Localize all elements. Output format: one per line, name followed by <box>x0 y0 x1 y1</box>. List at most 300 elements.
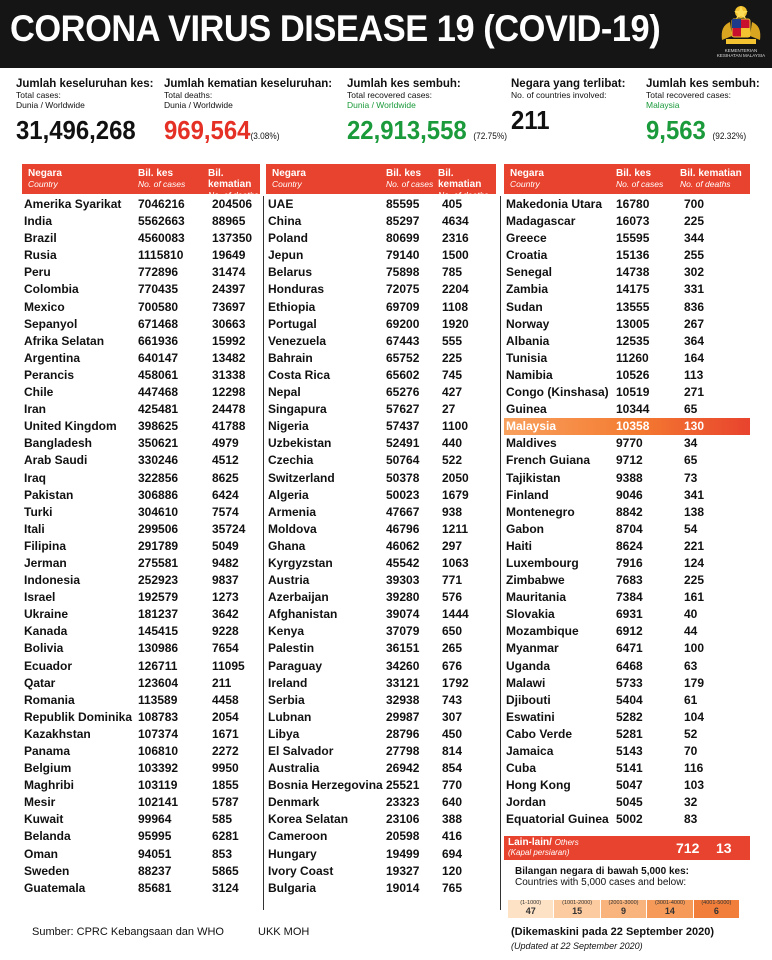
death-count: 24478 <box>212 402 246 417</box>
country-name: Serbia <box>268 692 305 707</box>
country-name: Mauritania <box>506 590 567 605</box>
case-count: 37079 <box>386 624 420 639</box>
country-name: Guinea <box>506 402 547 417</box>
case-count: 28796 <box>386 726 420 741</box>
case-count: 6468 <box>616 658 643 673</box>
death-count: 765 <box>442 880 463 895</box>
table-row <box>504 794 750 811</box>
table-row <box>22 230 260 247</box>
header-deaths: Bil. kematian No. of deaths <box>438 168 489 200</box>
table-row <box>504 384 750 401</box>
case-count: 7683 <box>616 573 643 588</box>
table-row <box>22 316 260 333</box>
country-name: Bangladesh <box>24 436 93 451</box>
country-name: Ecuador <box>24 658 73 673</box>
case-count: 95995 <box>138 829 172 844</box>
table-row <box>22 743 260 760</box>
case-count: 33121 <box>386 675 420 690</box>
case-count: 5404 <box>616 692 643 707</box>
country-name: Mesir <box>24 795 56 810</box>
table-row <box>22 487 260 504</box>
death-count: 585 <box>212 812 233 827</box>
death-count: 1671 <box>212 726 239 741</box>
death-count: 1920 <box>442 316 469 331</box>
death-count: 265 <box>442 641 463 656</box>
bin-range: (3001-4000) <box>654 900 685 906</box>
death-count: 124 <box>684 555 705 570</box>
case-count: 65276 <box>386 385 420 400</box>
bin-range: (4001-5000) <box>701 900 732 906</box>
page-title: CORONA VIRUS DISEASE 19 (COVID-19) <box>10 8 661 49</box>
bin-count: 15 <box>572 906 583 916</box>
table-row <box>22 333 260 350</box>
table-row <box>266 521 496 538</box>
death-count: 4979 <box>212 436 239 451</box>
table-row <box>266 777 496 794</box>
table-row <box>266 264 496 281</box>
bin-range: (2001-3000) <box>608 900 639 906</box>
death-count: 225 <box>442 350 463 365</box>
death-count: 104 <box>684 709 705 724</box>
country-name: Malaysia <box>506 419 557 434</box>
death-count: 221 <box>684 538 705 553</box>
country-name: Haiti <box>506 538 533 553</box>
country-name: Czechia <box>268 453 314 468</box>
table-row <box>22 658 260 675</box>
country-name: Norway <box>506 316 550 331</box>
death-count: 83 <box>684 812 698 827</box>
country-name: Madagascar <box>506 214 576 229</box>
death-count: 130 <box>684 419 705 434</box>
country-name: Turki <box>24 504 53 519</box>
table-row <box>266 367 496 384</box>
death-count: 2050 <box>442 470 469 485</box>
country-name: Mozambique <box>506 624 579 639</box>
case-count: 306886 <box>138 487 179 502</box>
death-count: 137350 <box>212 231 253 246</box>
death-count: 65 <box>684 402 698 417</box>
bin-range: (1-1000) <box>520 900 542 906</box>
case-count: 8624 <box>616 538 643 553</box>
death-count: 204506 <box>212 197 253 211</box>
death-count: 676 <box>442 658 463 673</box>
case-count: 67443 <box>386 333 420 348</box>
case-count: 13555 <box>616 299 650 314</box>
table-row <box>504 350 750 367</box>
case-count: 69200 <box>386 316 420 331</box>
table-row <box>266 435 496 452</box>
stat-value: 969,564(3.08%) <box>164 115 280 145</box>
death-count: 1100 <box>442 419 469 434</box>
stat-sub: No. of countries involved: <box>511 90 607 100</box>
case-count: 50378 <box>386 470 420 485</box>
table-row <box>22 213 260 230</box>
table-row <box>266 692 496 709</box>
table-row <box>504 196 750 213</box>
country-name: Armenia <box>268 504 317 519</box>
table-row <box>266 213 496 230</box>
table-row <box>504 538 750 555</box>
case-count: 10344 <box>616 402 650 417</box>
table-row <box>22 401 260 418</box>
table-row <box>504 281 750 298</box>
country-name: Ivory Coast <box>268 863 334 878</box>
table-row <box>22 880 260 897</box>
case-count: 45542 <box>386 555 420 570</box>
table-row <box>22 828 260 845</box>
death-count: 9228 <box>212 624 239 639</box>
death-count: 307 <box>442 709 463 724</box>
case-count: 8704 <box>616 521 643 536</box>
country-name: Tunisia <box>506 350 548 365</box>
case-count: 79140 <box>386 248 420 263</box>
case-count: 145415 <box>138 624 179 639</box>
case-count: 103119 <box>138 778 178 793</box>
crest-caption: KEMENTERIAN KESIHATAN MALAYSIA <box>716 48 766 58</box>
case-count: 46796 <box>386 521 420 536</box>
country-name: Nigeria <box>268 419 309 434</box>
country-name: French Guiana <box>506 453 591 468</box>
death-count: 6281 <box>212 829 239 844</box>
death-count: 88965 <box>212 214 246 229</box>
table-row <box>504 418 750 435</box>
country-name: Malawi <box>506 675 546 690</box>
stat-total-deaths <box>164 78 332 146</box>
death-count: 161 <box>684 590 705 605</box>
death-count: 9950 <box>212 761 239 776</box>
death-count: 836 <box>684 299 705 314</box>
stat-recovered-world <box>347 78 521 146</box>
stat-total-cases <box>16 78 153 146</box>
table-row <box>22 299 260 316</box>
country-name: Belgium <box>24 761 72 776</box>
others-cases: 712 <box>676 840 700 856</box>
country-name: China <box>268 214 302 229</box>
death-count: 27 <box>442 402 456 417</box>
death-count: 5049 <box>212 538 239 553</box>
country-name: Romania <box>24 692 75 707</box>
stat-sub: Dunia / Worldwide <box>347 100 416 110</box>
case-count: 5562663 <box>138 214 185 229</box>
death-count: 225 <box>684 573 705 588</box>
case-count: 94051 <box>138 846 172 861</box>
country-name: Guatemala <box>24 880 86 895</box>
death-count: 1063 <box>442 555 469 570</box>
country-name: Filipina <box>24 538 66 553</box>
country-table-column-2 <box>266 164 496 897</box>
header-deaths: Bil. kematian No. of deaths <box>680 168 742 189</box>
table-row <box>22 504 260 521</box>
table-row <box>504 760 750 777</box>
stat-sub: Malaysia <box>646 100 680 110</box>
death-count: 4458 <box>212 692 239 707</box>
table-row <box>504 435 750 452</box>
table-row <box>266 196 496 213</box>
death-count: 364 <box>684 333 705 348</box>
header-country: Negara Country <box>510 168 544 189</box>
case-count: 5282 <box>616 709 643 724</box>
table-row <box>504 606 750 623</box>
case-count: 661936 <box>138 333 179 348</box>
stat-label: Jumlah kes sembuh: <box>347 78 461 90</box>
country-name: Zambia <box>506 282 549 297</box>
country-name: Singapura <box>268 402 327 417</box>
country-name: Arab Saudi <box>24 453 88 468</box>
stat-sub: Dunia / Worldwide <box>164 100 233 110</box>
country-name: Iran <box>24 402 47 417</box>
header-country: Negara Country <box>28 168 62 189</box>
case-count: 46062 <box>386 538 420 553</box>
table-row <box>504 777 750 794</box>
table-row <box>266 281 496 298</box>
country-name: Peru <box>24 265 51 280</box>
country-name: Greece <box>506 231 547 246</box>
case-count: 25521 <box>386 778 420 793</box>
case-count: 123604 <box>138 675 179 690</box>
others-label: Lain-lain/ Others (Kapal persiaran) <box>508 837 579 857</box>
table-row <box>266 470 496 487</box>
case-count: 23323 <box>386 795 420 810</box>
case-count: 5143 <box>616 744 643 758</box>
case-count: 350621 <box>138 436 179 451</box>
death-count: 24397 <box>212 282 246 297</box>
country-name: Finland <box>506 487 549 502</box>
death-count: 1792 <box>442 675 469 690</box>
death-count: 938 <box>442 504 463 519</box>
case-count: 291789 <box>138 538 179 553</box>
coat-of-arms-icon <box>712 4 770 48</box>
death-count: 743 <box>442 692 463 707</box>
death-count: 2272 <box>212 744 239 758</box>
small-countries-summary <box>515 866 745 888</box>
table-row <box>266 487 496 504</box>
case-count: 27798 <box>386 744 420 758</box>
case-count: 126711 <box>138 658 178 673</box>
country-name: Eswatini <box>506 709 555 724</box>
stat-countries <box>511 78 625 136</box>
table-row <box>504 589 750 606</box>
table-row <box>266 675 496 692</box>
country-name: Zimbabwe <box>506 573 565 588</box>
table-row <box>504 367 750 384</box>
country-name: Amerika Syarikat <box>24 197 122 211</box>
stat-sub: Total cases: <box>16 90 61 100</box>
country-name: Israel <box>24 590 56 605</box>
case-count: 26942 <box>386 761 420 776</box>
case-count: 47667 <box>386 504 420 519</box>
case-count: 85297 <box>386 214 420 229</box>
case-count: 671468 <box>138 316 179 331</box>
header-cases: Bil. kes No. of cases <box>616 168 664 189</box>
death-count: 116 <box>684 761 704 776</box>
death-count: 271 <box>684 385 705 400</box>
country-name: Hungary <box>268 846 317 861</box>
country-name: Rusia <box>24 248 57 263</box>
country-name: Switzerland <box>268 470 335 485</box>
table-row <box>504 521 750 538</box>
country-name: Bosnia Herzegovina <box>268 778 383 793</box>
table-row <box>504 213 750 230</box>
table-row <box>22 196 260 213</box>
country-name: Maghribi <box>24 778 74 793</box>
case-count: 6912 <box>616 624 643 639</box>
case-count: 6931 <box>616 607 643 622</box>
case-count: 72075 <box>386 282 420 297</box>
country-name: Namibia <box>506 367 553 382</box>
case-count: 113589 <box>138 692 178 707</box>
country-name: Jerman <box>24 555 67 570</box>
death-count: 2054 <box>212 709 239 724</box>
death-count: 52 <box>684 726 698 741</box>
case-count: 99964 <box>138 812 172 827</box>
case-count: 39280 <box>386 590 420 605</box>
case-count: 39074 <box>386 607 420 622</box>
case-count: 4560083 <box>138 231 185 246</box>
case-count: 39303 <box>386 573 420 588</box>
case-count: 69709 <box>386 299 420 314</box>
death-count: 555 <box>442 333 463 348</box>
death-count: 5865 <box>212 863 239 878</box>
stat-percent: (72.75%) <box>473 131 507 141</box>
country-name: Algeria <box>268 487 309 502</box>
case-count: 50764 <box>386 453 420 468</box>
table-row <box>504 470 750 487</box>
death-count: 7574 <box>212 504 239 519</box>
case-count: 7384 <box>616 590 643 605</box>
country-name: Colombia <box>24 282 79 297</box>
table-row <box>22 726 260 743</box>
case-count: 106810 <box>138 744 179 758</box>
death-count: 211 <box>212 675 232 690</box>
death-count: 694 <box>442 846 463 861</box>
stat-value: 22,913,558 (72.75%) <box>347 115 507 145</box>
table-row <box>504 658 750 675</box>
table-row <box>266 640 496 657</box>
country-name: Croatia <box>506 248 548 263</box>
table-row <box>22 777 260 794</box>
stat-sub: Dunia / Worldwide <box>16 100 85 110</box>
death-count: 2204 <box>442 282 469 297</box>
death-count: 31338 <box>212 367 246 382</box>
case-count: 9770 <box>616 436 643 451</box>
country-name: Tajikistan <box>506 470 561 485</box>
case-count: 52491 <box>386 436 420 451</box>
case-count: 275581 <box>138 555 179 570</box>
country-name: Nepal <box>268 385 301 400</box>
country-name: Belarus <box>268 265 313 280</box>
case-count: 11260 <box>616 350 649 365</box>
case-count: 7916 <box>616 555 643 570</box>
column-divider <box>500 196 501 910</box>
death-count: 3124 <box>212 880 239 895</box>
country-name: Albania <box>506 333 550 348</box>
case-count: 425481 <box>138 402 179 417</box>
country-name: India <box>24 214 53 229</box>
case-count: 330246 <box>138 453 179 468</box>
case-count: 19327 <box>386 863 420 878</box>
table-row <box>22 264 260 281</box>
bin-count: 9 <box>621 906 627 916</box>
table-row <box>504 487 750 504</box>
table-row <box>266 350 496 367</box>
country-name: Kazakhstan <box>24 726 91 741</box>
death-count: 650 <box>442 624 463 639</box>
case-count: 108783 <box>138 709 179 724</box>
case-count: 398625 <box>138 419 179 434</box>
death-count: 1679 <box>442 487 469 502</box>
table-row <box>22 794 260 811</box>
death-count: 770 <box>442 778 463 793</box>
country-name: Kanada <box>24 624 68 639</box>
table-row <box>504 811 750 828</box>
death-count: 341 <box>684 487 705 502</box>
table-row <box>266 299 496 316</box>
case-count: 88237 <box>138 863 172 878</box>
country-name: Cameroon <box>268 829 328 844</box>
table-row <box>22 760 260 777</box>
case-count: 19014 <box>386 880 420 895</box>
header-deaths: Bil. kematian No. of deaths <box>208 168 259 200</box>
table-row <box>22 538 260 555</box>
table-row <box>266 538 496 555</box>
table-row <box>504 299 750 316</box>
country-name: Republik Dominika <box>24 709 133 724</box>
country-name: Bulgaria <box>268 880 317 895</box>
country-name: Mexico <box>24 299 65 314</box>
country-name: Moldova <box>268 521 317 536</box>
death-count: 405 <box>442 197 463 211</box>
country-name: Sepanyol <box>24 316 78 331</box>
country-name: United Kingdom <box>24 419 117 434</box>
table-row <box>266 316 496 333</box>
bin-count: 6 <box>713 906 719 916</box>
table-row <box>504 452 750 469</box>
case-count: 304610 <box>138 504 179 519</box>
case-count: 192579 <box>138 590 179 605</box>
table-row <box>504 692 750 709</box>
death-count: 5787 <box>212 795 239 810</box>
death-count: 164 <box>684 350 705 365</box>
country-name: Poland <box>268 231 309 246</box>
case-count: 19499 <box>386 846 420 861</box>
death-count: 41788 <box>212 419 246 434</box>
updated-date: (Dikemaskini pada 22 September 2020) <box>511 926 714 938</box>
case-count: 181237 <box>138 607 179 622</box>
table-row <box>22 367 260 384</box>
case-count: 5281 <box>616 726 643 741</box>
country-name: Cabo Verde <box>506 726 573 741</box>
death-count: 15992 <box>212 333 246 348</box>
table-row <box>266 333 496 350</box>
stat-sub: Total recovered cases: <box>347 90 433 100</box>
death-count: 853 <box>212 846 233 861</box>
death-count: 34 <box>684 436 698 451</box>
death-count: 31474 <box>212 265 246 280</box>
death-count: 6424 <box>212 487 239 502</box>
death-count: 440 <box>442 436 463 451</box>
table-row <box>22 623 260 640</box>
table-row <box>266 418 496 435</box>
country-name: Uzbekistan <box>268 436 332 451</box>
death-count: 302 <box>684 265 705 280</box>
table-row <box>504 264 750 281</box>
country-name: Sweden <box>24 863 70 878</box>
case-count: 85681 <box>138 880 172 895</box>
others-deaths: 13 <box>716 840 732 856</box>
bin-range: (1001-2000) <box>562 900 593 906</box>
death-count: 854 <box>442 761 463 776</box>
case-count: 299506 <box>138 521 179 536</box>
